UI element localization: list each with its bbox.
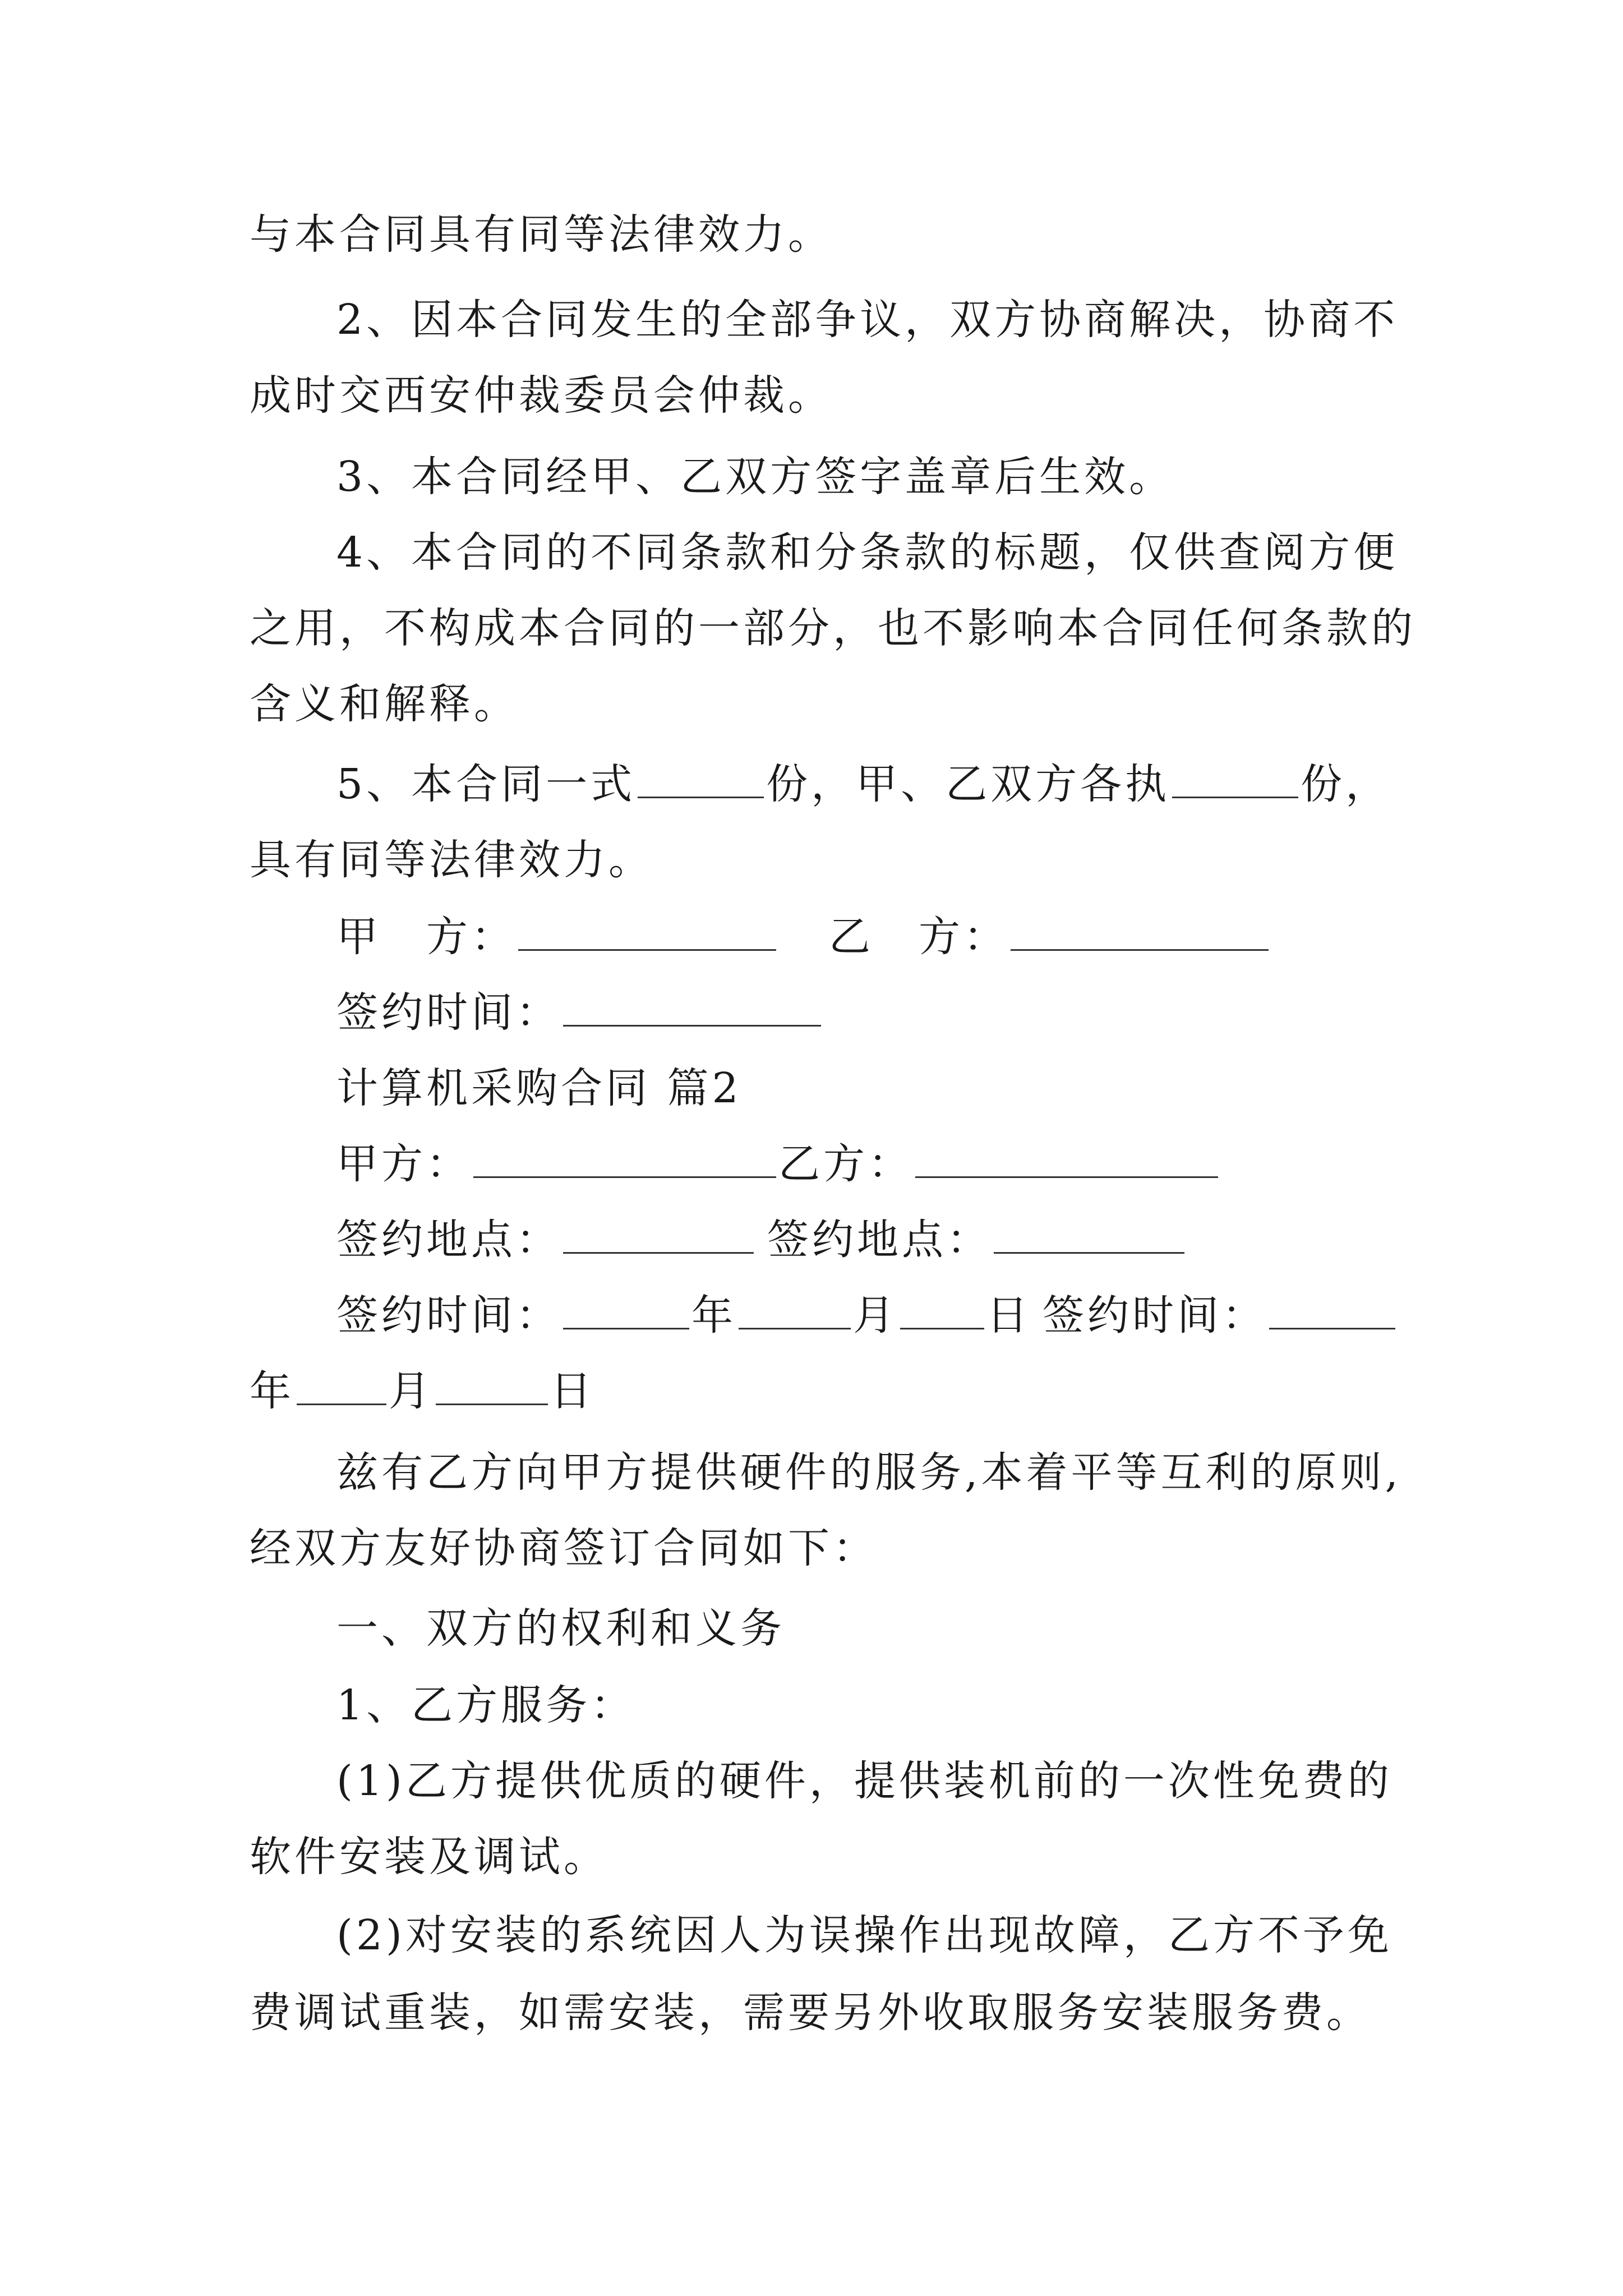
month-label-b: 月 [389,1367,434,1415]
section-heading: 一、双方的权利和义务 [336,1604,785,1653]
place-a-blank[interactable] [563,1213,754,1254]
party-a-blank-2[interactable] [473,1137,776,1178]
year-label-b: 年 [250,1367,294,1415]
signature-time-2-cont [250,1363,1391,1419]
paragraph-line: (2)对安装的系统因人为误操作出现故障，乙方不予免 [336,1911,1393,1959]
signature-time-1 [336,984,1391,1041]
paragraph-line: 软件安装及调试。 [250,1833,608,1881]
paragraph-line: 4、本合同的不同条款和分条款的标题，仅供查阅方便 [336,528,1399,577]
year-label: 年 [691,1291,736,1340]
day-label-b: 日 [550,1367,595,1415]
paragraph-line: (1)乙方提供优质的硬件，提供装机前的一次性免费的 [336,1757,1393,1805]
sign-time-blank[interactable] [563,986,821,1027]
copies-text-1: 5、本合同一式 [336,760,636,808]
paragraph-line: 与本合同具有同等法律效力。 [250,210,833,259]
party-a-label-2: 甲方： [336,1140,471,1188]
signature-place-2 [336,1212,1391,1268]
section-title: 计算机采购合同 篇2 [336,1064,742,1112]
day-label: 日 [986,1291,1031,1340]
party-b-blank[interactable] [1011,910,1269,951]
subsection-heading: 1、乙方服务： [336,1681,636,1729]
paragraph-line: 兹有乙方向甲方提供硬件的服务,本着平等互利的原则, [336,1448,1402,1497]
year-a-blank[interactable] [563,1289,689,1329]
month-a-blank[interactable] [739,1289,851,1329]
paragraph-line: 2、因本合同发生的全部争议，双方协商解决，协商不 [336,296,1399,344]
party-b-label-2: 乙方： [778,1140,913,1188]
paragraph-line: 3、本合同经甲、乙双方签字盖章后生效。 [336,453,1174,501]
paragraph-line: 之用，不构成本合同的一部分，也不影响本合同任何条款的 [250,604,1416,652]
copies-text-2: 份，甲、乙双方各执 [766,760,1170,808]
signature-time-2 [336,1287,1391,1343]
party-b-blank-2[interactable] [915,1137,1218,1178]
party-a-blank[interactable] [518,910,776,951]
day-a-blank[interactable] [900,1289,984,1329]
copies-clause [336,756,1391,812]
place-b-blank[interactable] [994,1213,1184,1254]
month-b-blank[interactable] [297,1364,386,1405]
copies-text-3: 份， [1301,760,1391,808]
copies-each-blank[interactable] [1172,757,1298,798]
copies-total-blank[interactable] [638,757,764,798]
place-a-label: 签约地点： [336,1216,561,1264]
year-b-blank-part1[interactable] [1269,1289,1395,1329]
time-b-label: 签约时间： [1043,1291,1267,1340]
paragraph-line: 含义和解释。 [250,680,519,728]
day-b-blank[interactable] [436,1364,548,1405]
time-a-label: 签约时间： [336,1291,561,1340]
sign-time-label: 签约时间： [336,988,561,1037]
place-b-label: 签约地点： [767,1216,992,1264]
party-a-label: 甲 方： [336,913,516,961]
signature-parties-2 [336,1136,1391,1192]
party-b-label: 乙 方： [829,913,1008,961]
month-label: 月 [853,1291,898,1340]
paragraph-line: 经双方友好协商签订合同如下： [250,1524,878,1572]
paragraph-line: 费调试重装，如需安装，需要另外收取服务安装服务费。 [250,1989,1371,2037]
paragraph-line: 具有同等法律效力。 [250,836,653,884]
paragraph-line: 成时交西安仲裁委员会仲裁。 [250,371,833,420]
signature-parties-1 [336,909,1391,965]
